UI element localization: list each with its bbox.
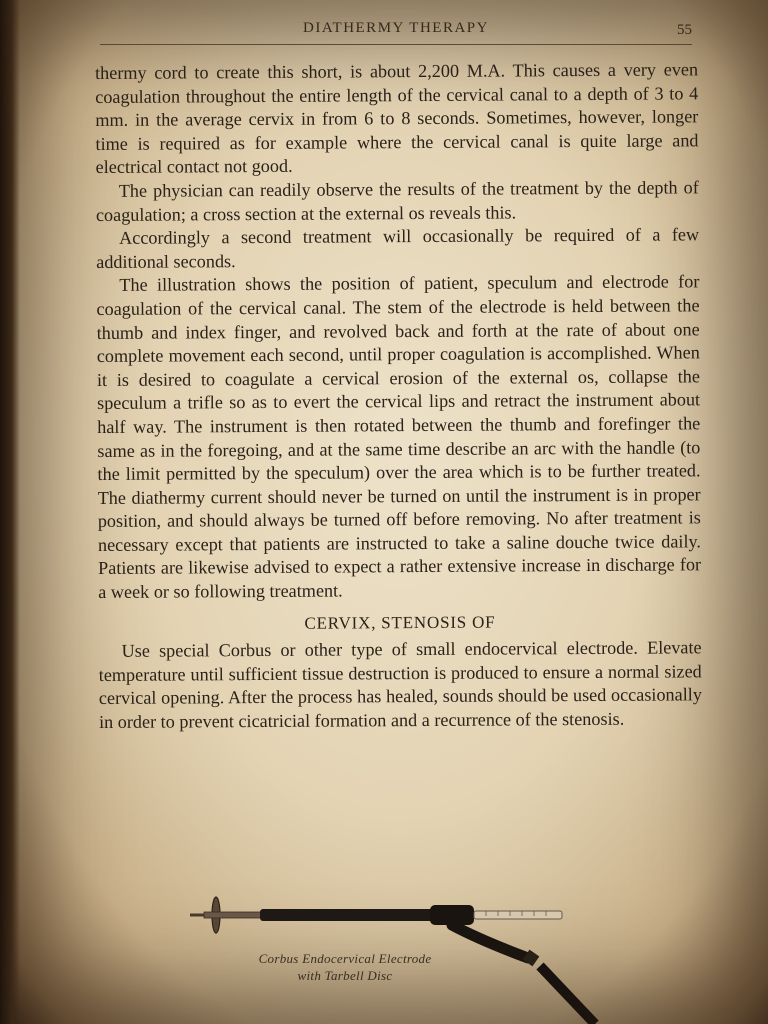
paragraph-continued: thermy cord to create this short, is about 2,200 M.A. This causes a very even coagulation throughout the entire length of the cervical canal to a depth of 3 to 4 mm. in the average cervix in from 6 to 8 seconds. Sometimes, however, longer time is required as for example where the cervical canal is quite large and electrical contact not good. bbox=[95, 59, 699, 178]
body-text bbox=[95, 58, 702, 734]
paragraph-illustration: The illustration shows the position of patient, speculum and electrode for coagulation of the cervical canal. The stem of the electrode is held between the thumb and index finger, and revolved back and forth at the rate of about one complete movement each second, until proper coagulation is accomplished. When it is desired to coagulate a cervical erosion of the external os, collapse the speculum a trifle so as to evert the cervical lips and retract the instrument about half way. The instrument is then rotated between the thumb and forefinger the same as in the foregoing, and at the same time describe an arc with the handle (to the limit permitted by the speculum) over the area which is to be further treated. The diathermy current should never be turned on until the instrument is in proper position, and should always be turned off before removing. No after treatment is necessary except that patients are instructed to take a saline douche twice daily. Patients are likewise advised to expect a rather extensive increase in discharge for a week or so following treatment. bbox=[96, 271, 702, 603]
paragraph-observation: The physician can readily observe the results of the treatment by the depth of coagulation; a cross section at the external os reveals this. bbox=[95, 177, 699, 225]
caption-line-2: with Tarbell Disc bbox=[297, 968, 393, 983]
figure-caption bbox=[230, 950, 460, 984]
running-title: DIATHERMY THERAPY bbox=[303, 20, 489, 36]
page-header bbox=[100, 18, 692, 45]
section-heading: CERVIX, STENOSIS OF bbox=[304, 612, 496, 633]
paragraph-second-treatment: Accordingly a second treatment will occasionally be required of a few additional seconds. bbox=[96, 224, 700, 272]
book-spine-shadow bbox=[0, 0, 20, 1024]
page-number: 55 bbox=[677, 22, 692, 38]
paragraph-stenosis: Use special Corbus or other type of small endocervical electrode. Elevate temperature until sufficient tissue destruction is produced to ensure a normal sized cervical opening. After the process has healed, sounds should be used occasionally in order to prevent cicatricial formation and a recurrence of the stenosis. bbox=[98, 637, 702, 733]
caption-line-1: Corbus Endocervical Electrode bbox=[258, 951, 432, 966]
electrode-figure bbox=[190, 890, 610, 1024]
